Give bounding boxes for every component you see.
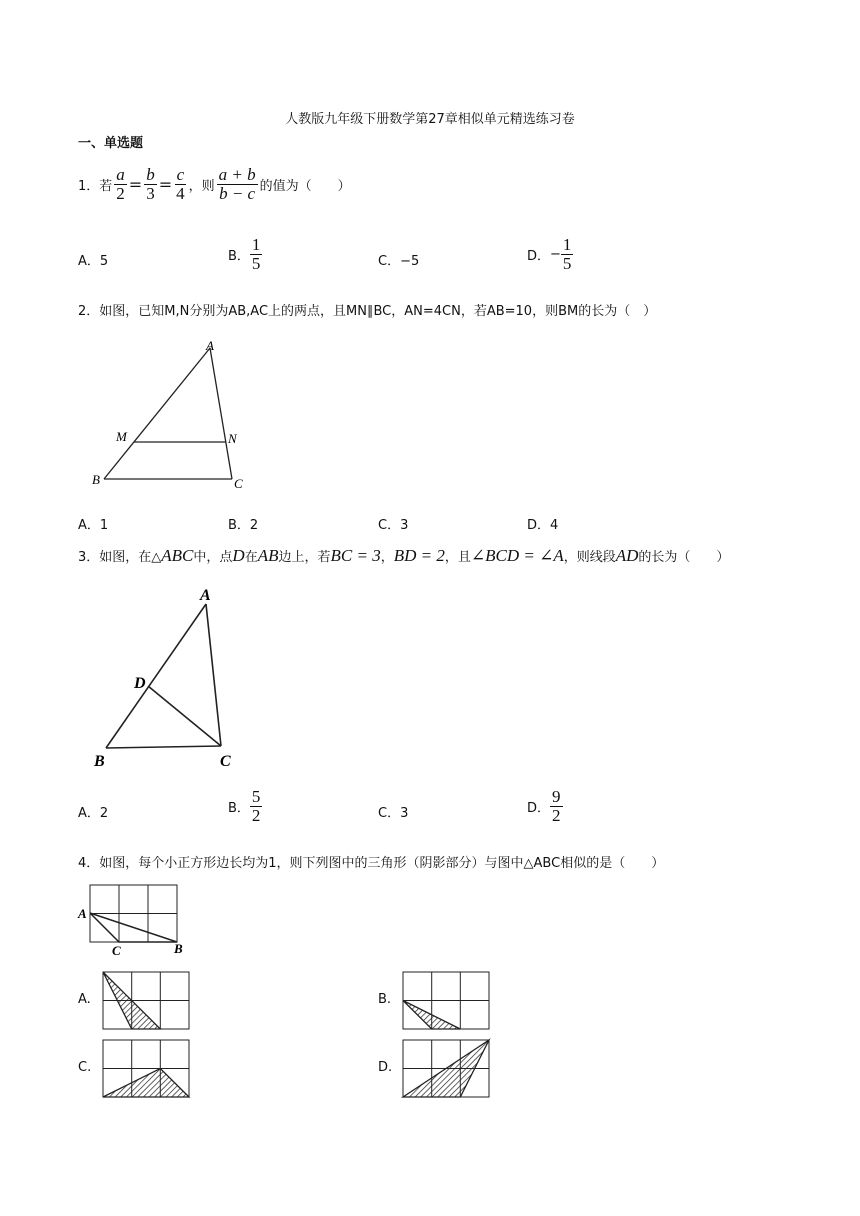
q3-text: 在 [244, 550, 258, 565]
q2-option-a[interactable]: A．1 [78, 518, 109, 533]
q1-number: 1．若 [78, 179, 113, 194]
q3-text: ，则线段 [563, 550, 616, 565]
denominator: 5 [251, 254, 261, 273]
fraction-a-over-2 [114, 166, 127, 203]
math-ab: AB [257, 546, 279, 565]
shaded-triangle [103, 1069, 189, 1098]
math-ad: AD [615, 546, 639, 565]
q3-text: 边上，若 [278, 550, 331, 565]
math-bc-eq-3: BC = 3 [330, 546, 381, 565]
fraction-b-over-3 [144, 166, 157, 203]
equals-sign: = [158, 175, 173, 194]
q1-option-c[interactable] [378, 250, 419, 269]
page-title: 人教版九年级下册数学第27章相似单元精选练习卷 [285, 112, 575, 127]
q1-tail: 的值为（ ） [259, 179, 351, 194]
section-heading: 一、单选题 [78, 136, 144, 151]
numerator: 5 [251, 787, 261, 806]
denominator: b − c [219, 184, 256, 203]
fraction-expression [217, 166, 258, 203]
q3-text: 3．如图，在△ [78, 550, 162, 565]
q3-text: ， [380, 550, 394, 565]
denominator: 4 [176, 184, 185, 203]
label-a: A [200, 587, 211, 604]
option-value: −5 [400, 254, 420, 269]
q3-option-d[interactable] [527, 788, 563, 825]
q3-option-c[interactable]: C．3 [378, 806, 409, 821]
label-b: B [174, 941, 183, 956]
math-angle-equality: ∠BCD = ∠A [470, 546, 564, 565]
q2-option-c[interactable]: C．3 [378, 518, 409, 533]
denominator: 5 [562, 254, 572, 273]
side-ac [206, 604, 221, 746]
option-fraction [250, 788, 263, 825]
q4-option-b-grid[interactable] [400, 970, 492, 1032]
question-3 [78, 546, 729, 566]
numerator: c [176, 165, 185, 184]
fraction-c-over-4 [174, 166, 187, 203]
label-d: D [134, 675, 146, 692]
option-fraction [550, 788, 563, 825]
denominator: 2 [116, 184, 125, 203]
label-c: C [112, 943, 121, 958]
q4-option-b-label[interactable]: B. [378, 992, 392, 1007]
math-d: D [232, 546, 245, 565]
denominator: 2 [552, 806, 561, 825]
q3-option-b[interactable] [228, 788, 262, 825]
segment-dc [148, 686, 221, 746]
option-value: 5 [99, 254, 109, 269]
q4-option-d-label[interactable]: D. [378, 1060, 393, 1075]
side-ab [104, 348, 210, 479]
q3-text: 的长为（ ） [638, 550, 730, 565]
option-label: B． [228, 249, 250, 264]
math-bd-eq-2: BD = 2 [393, 546, 445, 565]
label-m: M [116, 429, 127, 444]
q3-text: 中，点 [193, 550, 233, 565]
label-n: N [228, 431, 237, 446]
numerator: b [146, 165, 155, 184]
denominator: 2 [251, 806, 261, 825]
question-1 [78, 166, 351, 203]
option-label: C． [378, 254, 401, 269]
numerator: a [116, 165, 125, 184]
numerator: 1 [562, 235, 572, 254]
side-ab [106, 604, 206, 748]
q4-option-c-grid[interactable] [100, 1038, 192, 1100]
q3-text: ，且 [444, 550, 471, 565]
minus-sign: − [550, 247, 561, 262]
question-4: 4．如图，每个小正方形边长均为1，则下列图中的三角形（阴影部分）与图中△ABC相似的是（ ） [78, 856, 665, 871]
label-c: C [220, 753, 231, 770]
q4-option-c-label[interactable]: C. [78, 1060, 92, 1075]
q1-connector: ，则 [188, 179, 215, 194]
option-label: D． [527, 801, 551, 816]
numerator: 9 [552, 787, 561, 806]
side-ac [210, 348, 232, 479]
q2-option-b[interactable]: B．2 [228, 518, 259, 533]
side-bc [106, 746, 221, 748]
q4-option-a-grid[interactable] [100, 970, 192, 1032]
option-label: B． [228, 801, 250, 816]
label-a: A [78, 906, 87, 921]
triangle-abc [90, 913, 177, 942]
q1-option-b[interactable] [228, 236, 262, 273]
q2-option-d[interactable]: D．4 [527, 518, 559, 533]
label-b: B [92, 472, 100, 487]
equals-sign: = [128, 175, 143, 194]
math-abc: ABC [161, 546, 194, 565]
option-fraction [250, 236, 263, 273]
option-fraction [561, 236, 574, 273]
label-c: C [234, 476, 243, 491]
label-a: A [206, 338, 214, 353]
option-label: A． [78, 254, 100, 269]
q3-triangle-figure [88, 580, 248, 772]
q2-triangle-figure [88, 336, 258, 496]
q4-reference-grid [76, 880, 196, 958]
numerator: 1 [251, 235, 261, 254]
numerator: a + b [218, 165, 256, 184]
denominator: 3 [146, 184, 155, 203]
q4-option-d-grid[interactable] [400, 1038, 492, 1100]
q1-option-a[interactable] [78, 250, 108, 269]
q4-option-a-label[interactable]: A. [78, 992, 91, 1007]
q1-option-d[interactable] [527, 236, 573, 273]
q3-option-a[interactable]: A．2 [78, 806, 109, 821]
option-label: D． [527, 249, 551, 264]
label-b: B [94, 753, 105, 770]
question-2: 2．如图，已知M,N分别为AB,AC上的两点，且MN∥BC，AN=4CN，若AB=10，则BM的长为（ ） [78, 304, 657, 319]
